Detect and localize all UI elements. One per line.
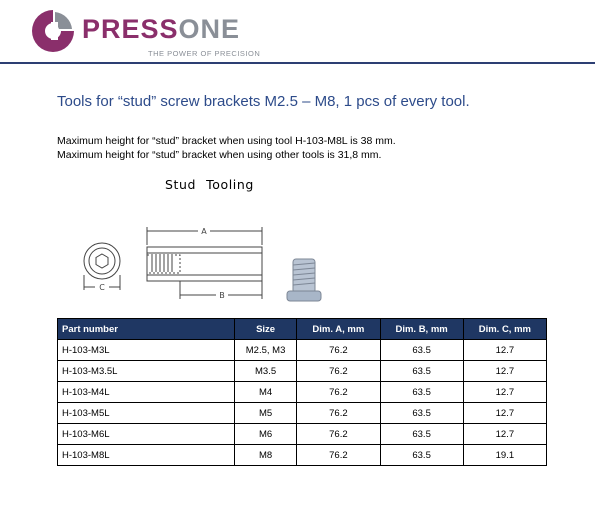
dimension-a-label: A bbox=[201, 227, 207, 236]
cell-dim-a: 76.2 bbox=[297, 340, 380, 361]
stud-tooling-drawing bbox=[70, 215, 340, 315]
cell-part-number: H-103-M3L bbox=[58, 340, 235, 361]
cell-dim-a: 76.2 bbox=[297, 361, 380, 382]
brand-tagline: THE POWER OF PRECISION bbox=[148, 49, 261, 58]
header-size: Size bbox=[234, 319, 296, 340]
header-dim-c: Dim. C, mm bbox=[463, 319, 546, 340]
cell-dim-a: 76.2 bbox=[297, 445, 380, 466]
header-dim-b: Dim. B, mm bbox=[380, 319, 463, 340]
header-dim-a: Dim. A, mm bbox=[297, 319, 380, 340]
tool-side-view bbox=[147, 227, 262, 299]
pressone-logo bbox=[30, 8, 261, 58]
table-row bbox=[58, 340, 547, 361]
cell-dim-b: 63.5 bbox=[380, 382, 463, 403]
cell-size: M2.5, M3 bbox=[234, 340, 296, 361]
cell-part-number: H-103-M8L bbox=[58, 445, 235, 466]
cell-dim-c: 19.1 bbox=[463, 445, 546, 466]
brand-name-one: ONE bbox=[178, 14, 241, 44]
note-max-height-other: Maximum height for “stud” bracket when using other tools is 31,8 mm. bbox=[57, 149, 382, 161]
cell-dim-a: 76.2 bbox=[297, 424, 380, 445]
cell-dim-b: 63.5 bbox=[380, 403, 463, 424]
cell-dim-a: 76.2 bbox=[297, 382, 380, 403]
dimension-c-label: C bbox=[99, 283, 105, 292]
table-row bbox=[58, 403, 547, 424]
cell-dim-a: 76.2 bbox=[297, 403, 380, 424]
figure-caption bbox=[165, 177, 254, 192]
cell-size: M6 bbox=[234, 424, 296, 445]
pressone-logo-icon bbox=[30, 8, 76, 54]
cell-dim-b: 63.5 bbox=[380, 445, 463, 466]
cell-dim-c: 12.7 bbox=[463, 340, 546, 361]
cell-dim-b: 63.5 bbox=[380, 361, 463, 382]
header-part-number: Part number bbox=[58, 319, 235, 340]
brand-name-press: PRESS bbox=[82, 14, 179, 44]
cell-part-number: H-103-M6L bbox=[58, 424, 235, 445]
cell-size: M4 bbox=[234, 382, 296, 403]
cell-part-number: H-103-M5L bbox=[58, 403, 235, 424]
cell-size: M5 bbox=[234, 403, 296, 424]
note-max-height-m8: Maximum height for “stud” bracket when using tool H-103-M8L is 38 mm. bbox=[57, 135, 396, 147]
header-divider bbox=[0, 62, 595, 64]
table-header-row bbox=[58, 319, 547, 340]
cell-dim-c: 12.7 bbox=[463, 361, 546, 382]
table-row bbox=[58, 382, 547, 403]
cell-dim-c: 12.7 bbox=[463, 382, 546, 403]
brand-name bbox=[82, 14, 240, 44]
cell-part-number: H-103-M3.5L bbox=[58, 361, 235, 382]
figure-caption-word2: Tooling bbox=[206, 177, 254, 192]
cell-part-number: H-103-M4L bbox=[58, 382, 235, 403]
parts-table bbox=[57, 318, 547, 466]
page-title: Tools for “stud” screw brackets M2.5 – M8, 1 pcs of every tool. bbox=[57, 93, 470, 110]
table-row bbox=[58, 424, 547, 445]
cell-dim-c: 12.7 bbox=[463, 403, 546, 424]
figure-caption-word1: Stud bbox=[165, 177, 197, 192]
table-row bbox=[58, 361, 547, 382]
cell-dim-b: 63.5 bbox=[380, 424, 463, 445]
cell-dim-b: 63.5 bbox=[380, 340, 463, 361]
dimension-b-label: B bbox=[219, 291, 225, 300]
cell-dim-c: 12.7 bbox=[463, 424, 546, 445]
cell-size: M8 bbox=[234, 445, 296, 466]
table-row bbox=[58, 445, 547, 466]
cell-size: M3.5 bbox=[234, 361, 296, 382]
stud-screw-image bbox=[287, 259, 321, 301]
